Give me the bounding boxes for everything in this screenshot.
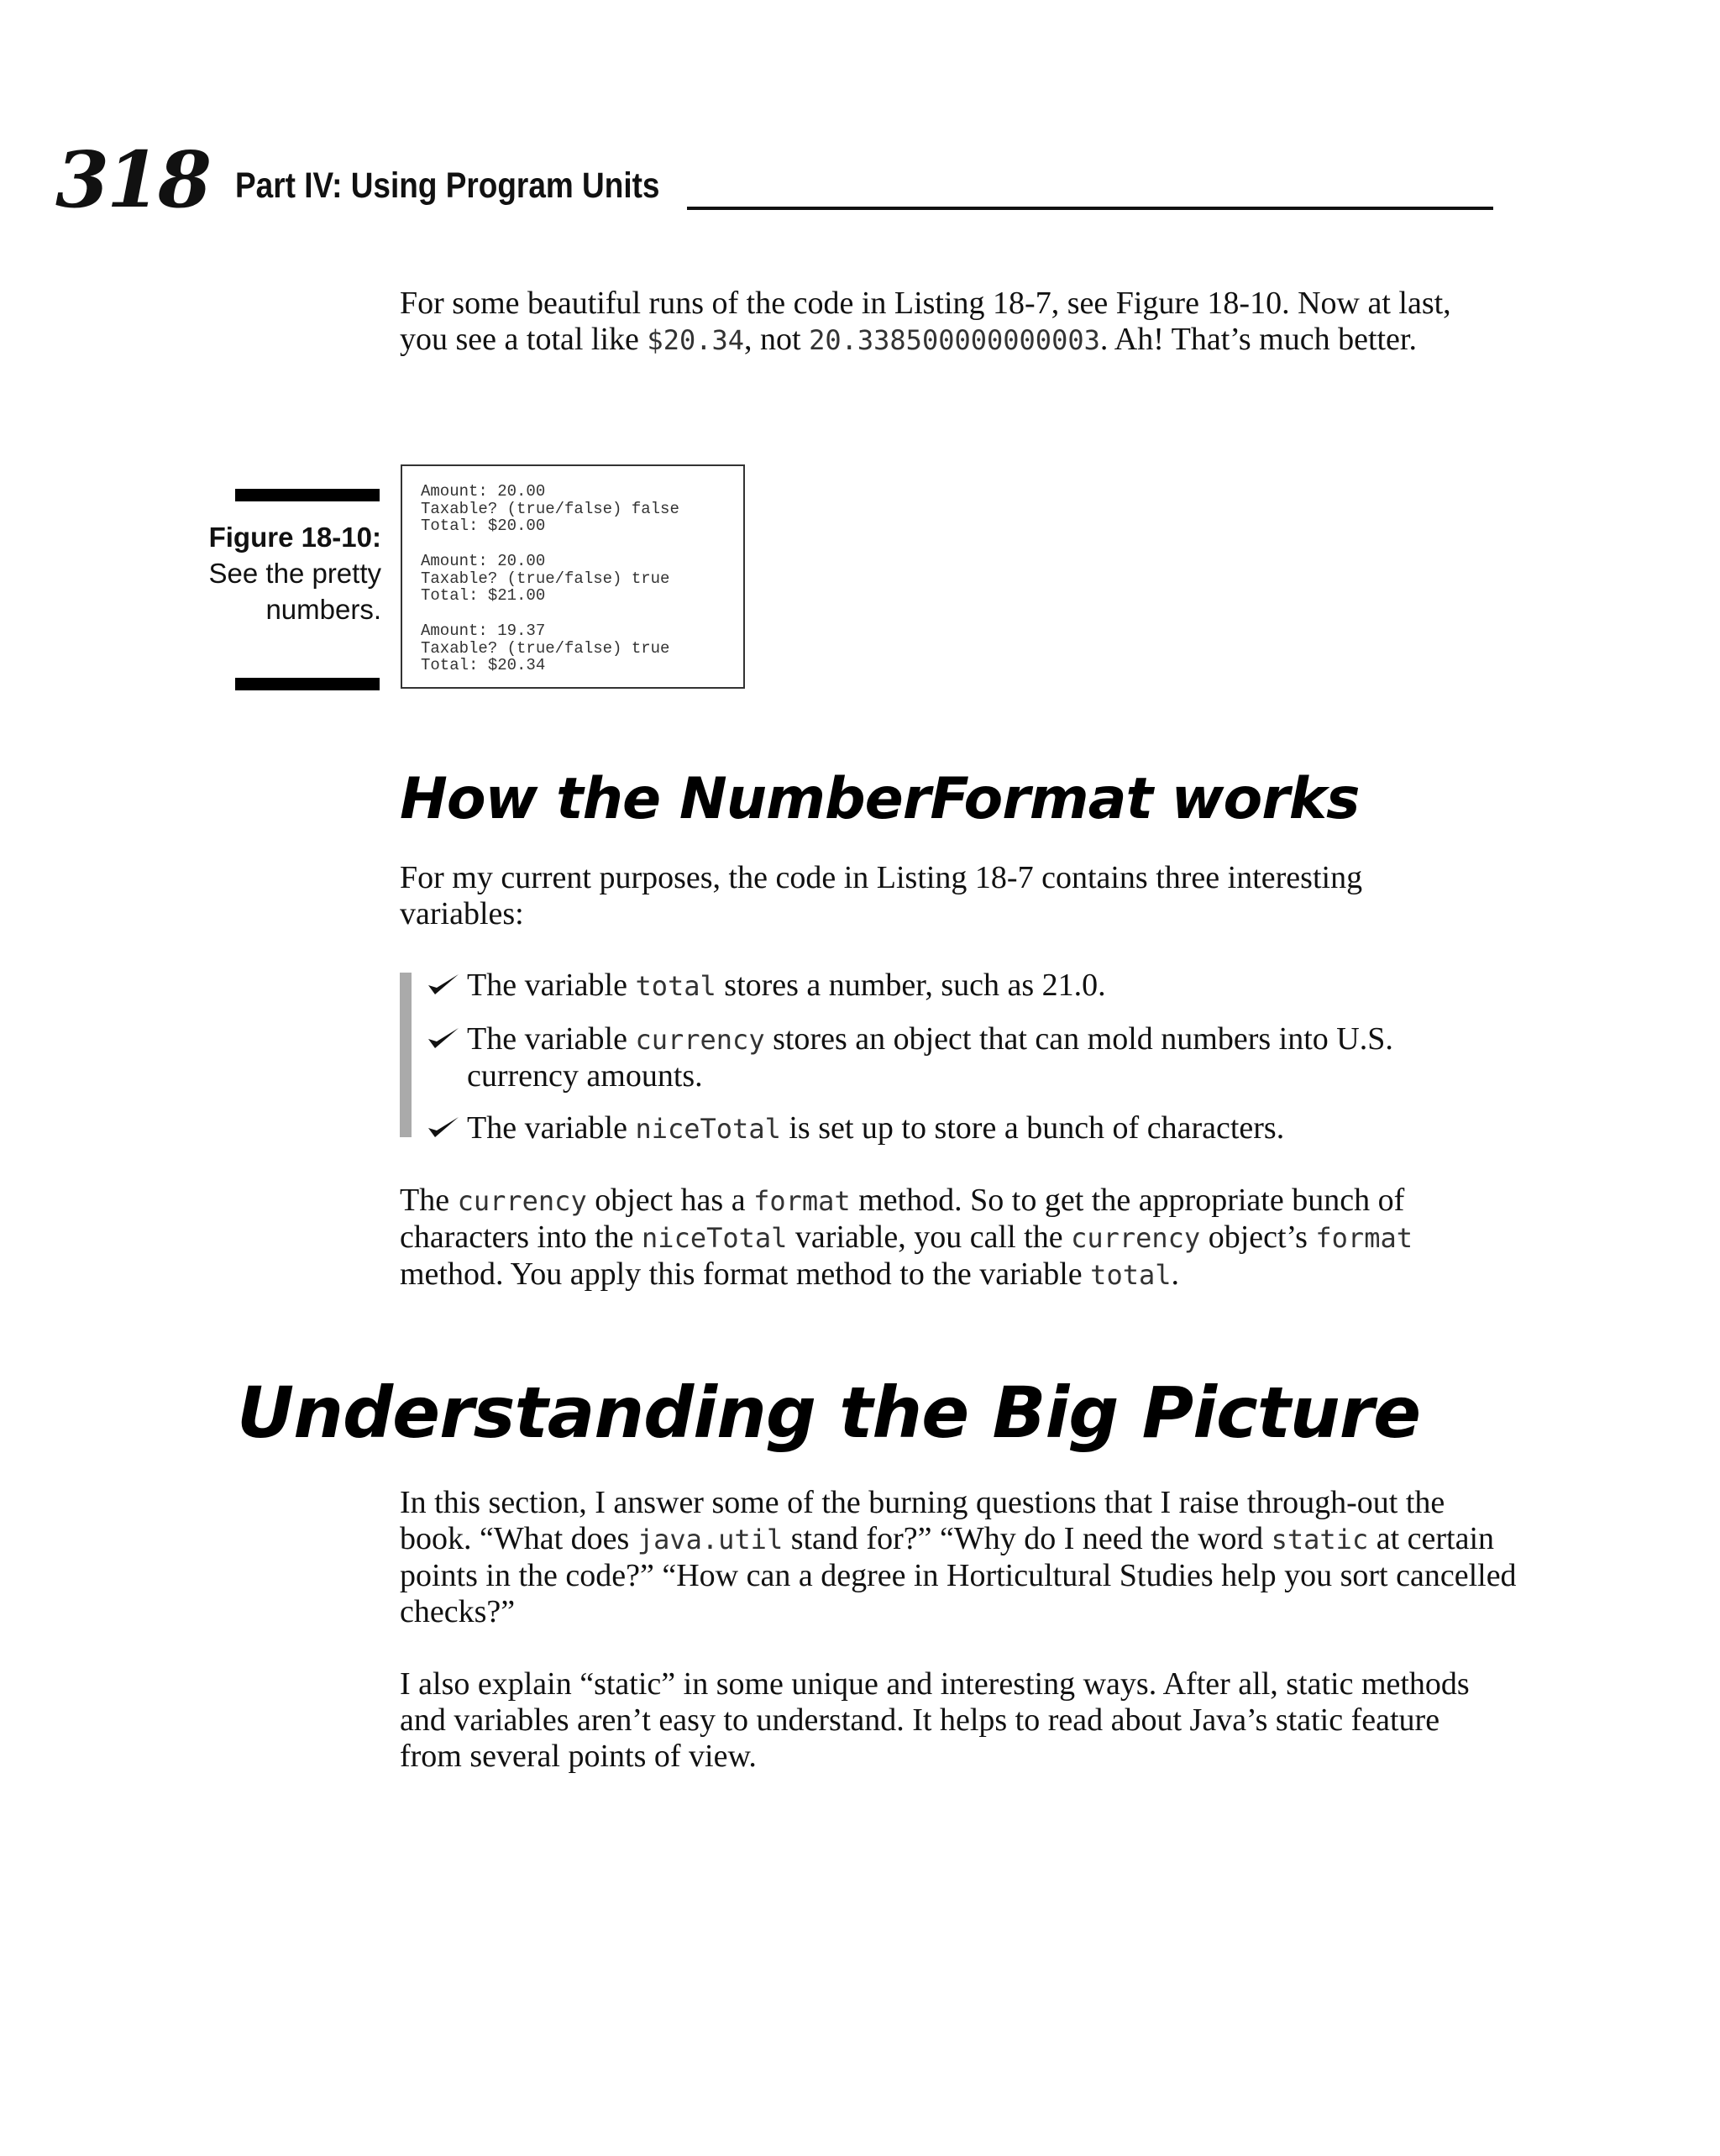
output-run-1 [421, 483, 679, 535]
list-item-text [467, 1021, 1476, 1094]
inline-code: java.util [637, 1524, 784, 1555]
text-segment: The variable [467, 968, 636, 1003]
inline-code: currency [1071, 1222, 1201, 1254]
inline-code: format [753, 1185, 851, 1217]
output-line: Total: $21.00 [421, 586, 546, 605]
text-segment: The [400, 1183, 458, 1218]
list-item-text [467, 968, 1476, 1005]
inline-code: static [1271, 1524, 1369, 1555]
text-segment: method. You apply this format method to the variable [400, 1256, 1091, 1292]
inline-code: 20.338500000000003 [809, 324, 1100, 356]
text-segment: . Ah! That’s much better. [1099, 322, 1417, 357]
inline-code: currency [457, 1185, 587, 1217]
major-section-heading: Understanding the Big Picture [237, 1372, 1421, 1454]
check-mark-icon [427, 1025, 460, 1052]
check-mark-icon [427, 1114, 460, 1141]
section-heading: How the NumberFormat works [400, 766, 1360, 832]
list-item [427, 968, 1476, 1005]
output-line: Total: $20.00 [421, 517, 546, 535]
text-segment: method. So to get the appropriate bunch of characters into the [400, 1183, 1405, 1255]
text-segment: stores an object that can mold numbers into U.S. currency amounts. [467, 1021, 1393, 1094]
figure-caption-text: See the pretty numbers. [208, 558, 381, 625]
inline-code: total [1090, 1259, 1172, 1291]
output-line: Amount: 20.00 [421, 552, 546, 570]
text-segment: object’s [1200, 1220, 1316, 1255]
figure-label: Figure 18-10: [208, 522, 381, 553]
text-segment: variable, you call the [787, 1220, 1072, 1255]
inline-code: niceTotal [635, 1113, 781, 1145]
text-segment: at certain points in the code?” “How can a degree in Horticultural Studies help you sort cancelled checks?” [400, 1521, 1517, 1629]
list-item-text [467, 1110, 1476, 1147]
running-head: Part IV: Using Program Units [235, 165, 660, 206]
page-number: 318 [55, 134, 210, 225]
figure-caption [202, 519, 381, 627]
list-item [427, 1021, 1476, 1094]
inline-code: currency [635, 1024, 765, 1056]
header-rule [687, 207, 1493, 210]
inline-code: $20.34 [647, 324, 745, 356]
big-picture-paragraph-1 [400, 1485, 1517, 1630]
output-line: Taxable? (true/false) false [421, 499, 679, 518]
text-segment: stores a number, such as 21.0. [716, 968, 1106, 1003]
section-lead-paragraph: For my current purposes, the code in Listing 18-7 contains three interesting variables: [400, 860, 1363, 931]
output-line: Total: $20.34 [421, 656, 546, 674]
inline-code: total [635, 970, 716, 1002]
output-line: Amount: 20.00 [421, 482, 546, 501]
figure-top-bar [235, 489, 380, 501]
inline-code: niceTotal [642, 1222, 788, 1254]
output-run-3 [421, 622, 669, 674]
inline-code: format [1315, 1222, 1413, 1254]
format-method-paragraph [400, 1183, 1517, 1293]
output-line: Amount: 19.37 [421, 622, 546, 640]
output-line: Taxable? (true/false) true [421, 569, 670, 588]
text-segment: is set up to store a bunch of characters. [780, 1110, 1285, 1146]
output-line: Taxable? (true/false) true [421, 638, 670, 658]
text-segment: For some beautiful runs of the code in Listing 18-7, see Figure 18-10. Now at last, you see a total like [400, 286, 1451, 357]
big-picture-paragraph-2: I also explain “static” in some unique and interesting ways. After all, static methods and variables aren’t easy to understand. It helps to read about Java’s static feature from several points of view. [400, 1666, 1470, 1774]
list-side-bar [400, 973, 412, 1137]
text-segment: The variable [467, 1110, 636, 1146]
text-segment: . [1171, 1256, 1179, 1292]
text-segment: In this section, I answer some of the burning questions that I raise through-out the book. “What does [400, 1485, 1445, 1556]
figure-bottom-bar [235, 678, 380, 690]
text-segment: stand for?” “Why do I need the word [783, 1521, 1272, 1556]
intro-paragraph [400, 286, 1492, 359]
text-segment: object has a [586, 1183, 754, 1218]
check-mark-icon [427, 971, 460, 998]
output-run-2 [421, 553, 669, 605]
text-segment: The variable [467, 1021, 636, 1057]
text-segment: , not [744, 322, 810, 357]
list-item [427, 1110, 1476, 1147]
program-output-screenshot [401, 464, 745, 689]
